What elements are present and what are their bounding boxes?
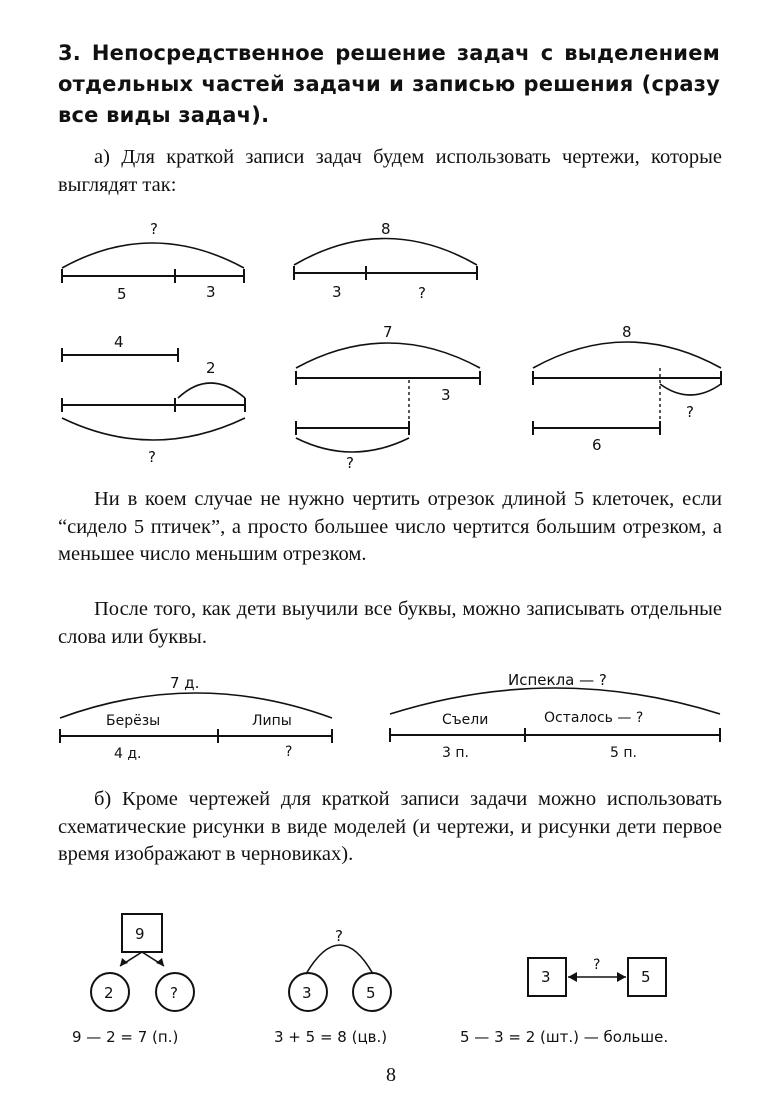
diagram-3-bottom-label: ? xyxy=(148,448,156,466)
model-3-arrow-left xyxy=(568,972,577,982)
model-3-right-label: 5 xyxy=(641,968,651,986)
pies-total-label: Испекла — ? xyxy=(508,671,607,689)
diagram-4 xyxy=(296,323,480,472)
diagram-3 xyxy=(62,333,245,466)
model-2 xyxy=(274,927,391,1046)
model-2-part1-label: 3 xyxy=(302,984,312,1002)
diagram-4-arc xyxy=(296,343,480,368)
diagram-2-arc xyxy=(294,239,477,266)
trees-diagram xyxy=(60,674,332,762)
diagram-3-small-arc xyxy=(178,383,245,398)
diagram-4-difference-label: 3 xyxy=(441,386,451,404)
page-number: 8 xyxy=(386,1064,396,1086)
diagram-4-bottom-arc xyxy=(296,438,409,452)
diagram-1-left-label: 5 xyxy=(117,285,127,303)
diagram-4-bottom-label: ? xyxy=(346,454,354,472)
diagram-5 xyxy=(533,323,721,454)
paragraph-note: Ни в коем случае не нужно чертить отрезок длиной 5 клеточек, если “сидело 5 птичек”, а просто большее число чертится большим отрезком, а меньшее число меньшим отрезком. xyxy=(58,488,722,565)
model-3-arrow-label: ? xyxy=(593,957,601,973)
diagram-5-bottom-label: 6 xyxy=(592,436,602,454)
diagram-3-upper-label: 4 xyxy=(114,333,124,351)
diagram-2 xyxy=(294,220,477,302)
model-3-equation: 5 — 3 = 2 (шт.) — больше. xyxy=(460,1028,669,1046)
diagram-2-top-label: 8 xyxy=(381,220,391,238)
model-2-equation: 3 + 5 = 8 (цв.) xyxy=(274,1028,388,1046)
trees-right-name: Липы xyxy=(252,713,292,729)
diagram-1-right-label: 3 xyxy=(206,283,216,301)
trees-total-label: 7 д. xyxy=(170,674,200,692)
model-3-arrow-right xyxy=(617,972,626,982)
diagram-2-right-label: ? xyxy=(418,284,426,302)
diagram-5-top-label: 8 xyxy=(622,323,632,341)
diagram-4-top-label: 7 xyxy=(383,323,393,341)
model-2-arc-label: ? xyxy=(335,927,343,945)
model-1-whole-label: 9 xyxy=(135,925,145,943)
trees-left-name: Берёзы xyxy=(106,713,161,729)
model-2-part2-label: 5 xyxy=(366,984,376,1002)
pies-left-value: 3 п. xyxy=(442,745,469,761)
pies-diagram xyxy=(390,671,720,761)
section-heading: 3. Непосредственное решение задач с выделением отдельных частей задачи и записью решения (сразу все виды задач). xyxy=(58,41,720,127)
diagram-1-top-label: ? xyxy=(150,220,158,238)
pies-right-value: 5 п. xyxy=(610,745,637,761)
pies-left-name: Съели xyxy=(442,712,489,728)
trees-left-value: 4 д. xyxy=(114,746,142,762)
diagram-5-difference-label: ? xyxy=(686,403,694,421)
diagram-3-small-arc-label: 2 xyxy=(206,359,216,377)
model-3-left-label: 3 xyxy=(541,968,551,986)
diagram-3-bottom-arc xyxy=(62,418,245,440)
pies-right-name: Осталось — ? xyxy=(544,710,644,726)
model-1 xyxy=(72,914,194,1046)
diagram-1 xyxy=(62,220,244,303)
paragraph-a: а) Для краткой записи задач будем использовать чертежи, которые выглядят так: xyxy=(58,146,722,196)
model-1-equation: 9 — 2 = 7 (п.) xyxy=(72,1028,179,1046)
model-3 xyxy=(460,957,668,1046)
paragraph-after: После того, как дети выучили все буквы, можно записывать отдельные слова или буквы. xyxy=(58,598,722,648)
diagram-5-small-arc xyxy=(660,384,721,395)
diagram-5-arc xyxy=(533,342,721,368)
paragraph-b: б) Кроме чертежей для краткой записи задачи можно использовать схематические рисунки в виде моделей (и чертежи, и рисунки дети первое время изображают в черновиках). xyxy=(58,788,722,865)
model-2-arc xyxy=(306,945,373,974)
trees-right-value: ? xyxy=(285,744,293,760)
diagram-1-arc xyxy=(62,243,244,268)
diagram-2-left-label: 3 xyxy=(332,283,342,301)
model-1-part1-label: 2 xyxy=(104,984,114,1002)
model-1-part2-label: ? xyxy=(170,984,178,1002)
